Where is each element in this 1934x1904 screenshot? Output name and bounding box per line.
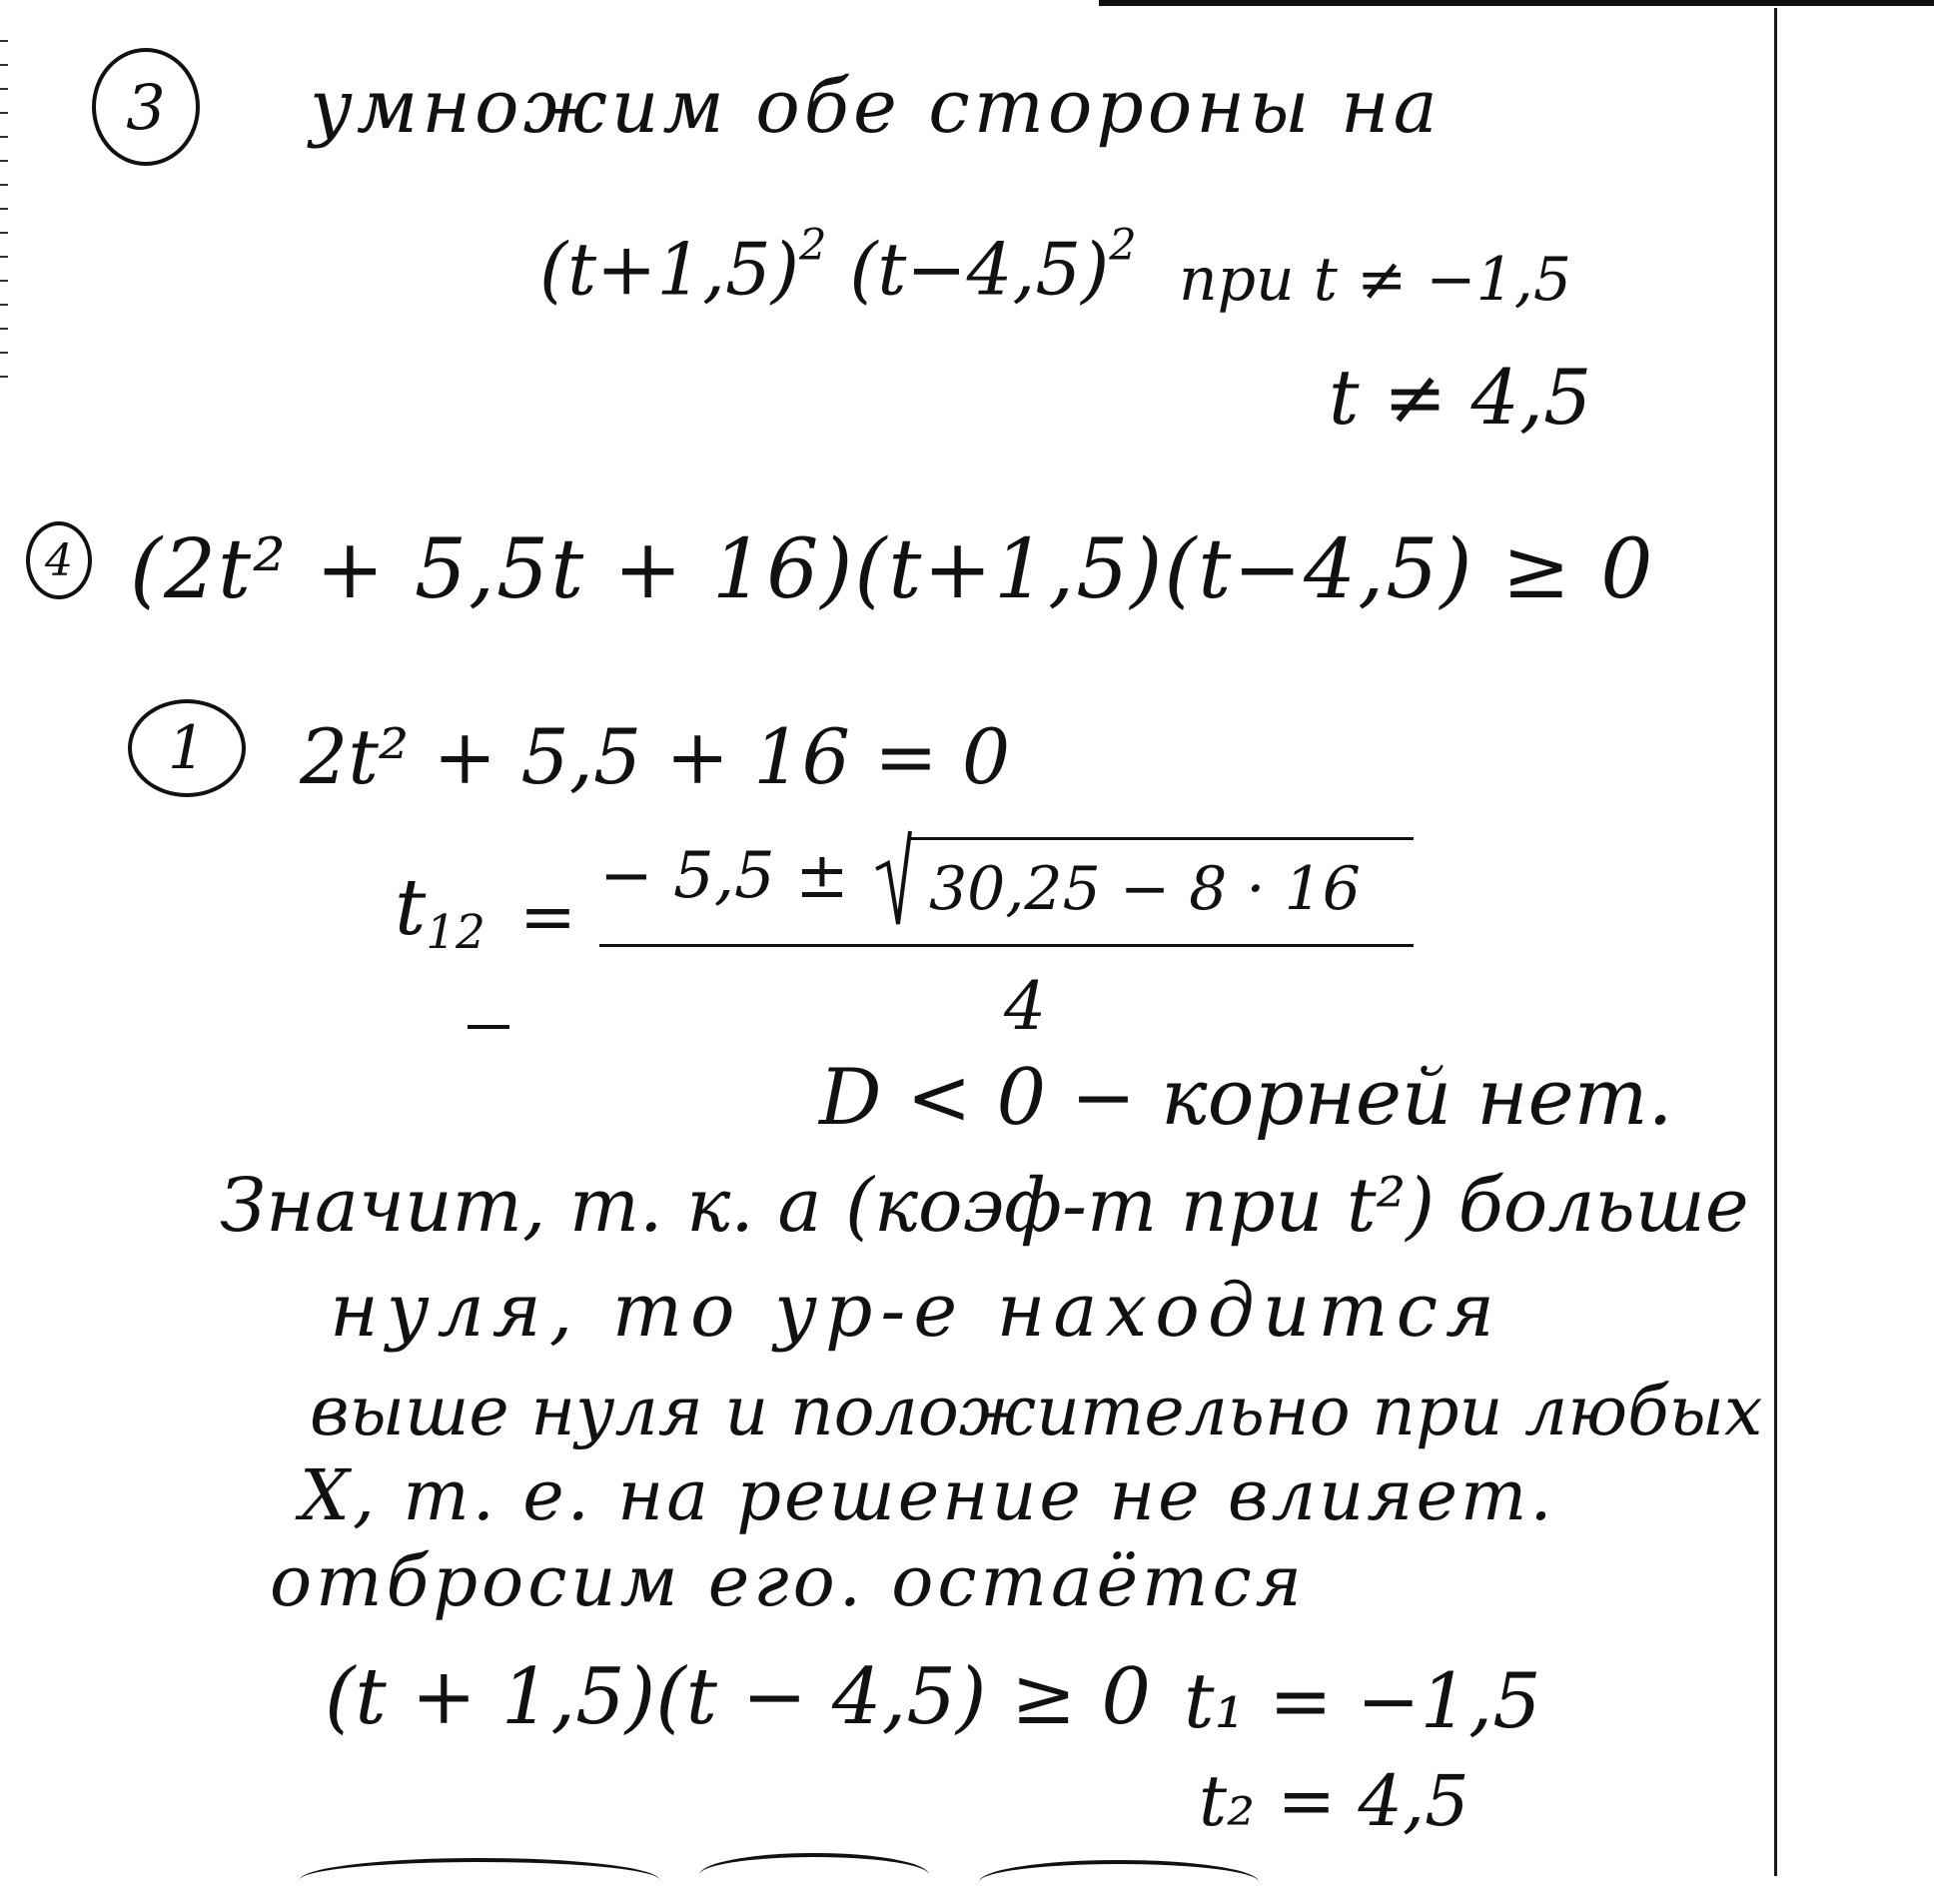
- step-3-number: 3: [126, 70, 166, 144]
- t-subscript: 12: [426, 906, 485, 961]
- t12-label: [395, 863, 485, 961]
- discriminant-conclusion: D < 0 − корней нет.: [819, 1053, 1673, 1143]
- factor-1: (t+1,5): [539, 227, 799, 312]
- radicand: 30,25 − 8 · 16: [929, 854, 1361, 924]
- step-3-multiplier: [539, 221, 1137, 312]
- margin-rule: [1774, 8, 1777, 1876]
- explanation-line-3: выше нуля и положительно при любых: [310, 1373, 1763, 1451]
- denominator: 4: [1004, 968, 1046, 1045]
- step-3-marker: [92, 48, 200, 166]
- t-variable: t: [395, 863, 427, 953]
- condition-2: t ≠ 4,5: [1329, 353, 1592, 442]
- step-3-text: умножим обе стороны на: [310, 64, 1442, 150]
- formula-equals: =: [519, 878, 576, 957]
- explanation-line-4: X, т. е. на решение не влияет.: [300, 1454, 1555, 1536]
- step-4-inequality: (2t² + 5,5t + 16)(t+1,5)(t−4,5) ≥ 0: [130, 522, 1655, 617]
- step-4-marker: [26, 521, 92, 599]
- fraction-bar: [599, 944, 1414, 947]
- sqrt-sign-icon: [874, 829, 914, 929]
- binding-holes: [0, 40, 14, 479]
- explanation-line-2: нуля, то ур-е находится: [330, 1268, 1503, 1354]
- bottom-curve-3: [979, 1860, 1259, 1904]
- root-1: t₁ = −1,5: [1184, 1656, 1541, 1745]
- sub-1-number: 1: [167, 713, 207, 783]
- exponent-1: 2: [798, 221, 827, 271]
- stray-dash: [468, 1025, 509, 1029]
- root-2: t₂ = 4,5: [1199, 1760, 1469, 1842]
- explanation-line-1: Значит, т. к. a (коэф-т при t²) больше: [220, 1163, 1749, 1249]
- explanation-line-5: отбросим его. остаётся: [270, 1540, 1307, 1622]
- sub-1-equation: 2t² + 5,5 + 16 = 0: [300, 712, 1011, 801]
- sub-1-marker: [128, 699, 246, 797]
- condition-1: при t ≠ −1,5: [1179, 245, 1571, 315]
- exponent-2: 2: [1109, 221, 1137, 271]
- factor-2: (t−4,5): [849, 227, 1110, 312]
- step-4-number: 4: [45, 534, 73, 586]
- bottom-curve-2: [699, 1853, 929, 1897]
- bottom-curve-1: [300, 1858, 659, 1902]
- numerator-prefix: − 5,5 ±: [599, 839, 849, 913]
- sqrt-overline: [909, 837, 1414, 840]
- top-border-line: [1099, 0, 1934, 6]
- final-inequality: (t + 1,5)(t − 4,5) ≥ 0: [325, 1652, 1151, 1742]
